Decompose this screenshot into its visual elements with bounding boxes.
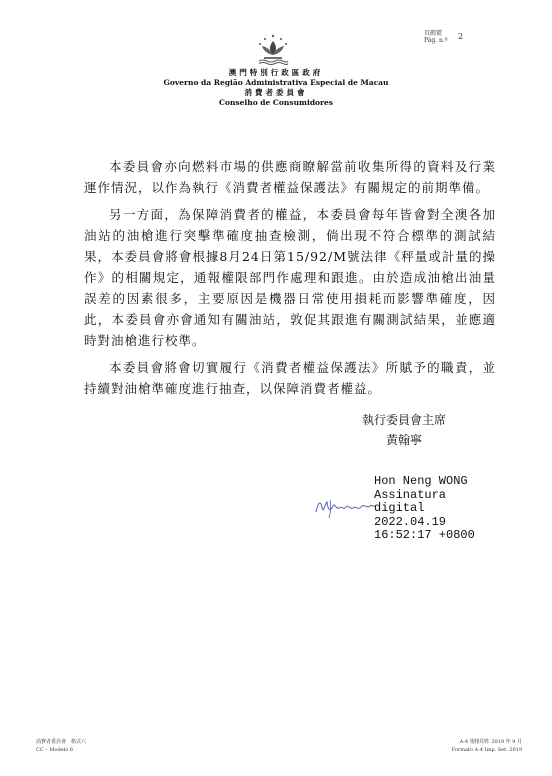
page-number-label-pt: Pág. n.º: [424, 37, 448, 44]
digital-signature-time: 16:52:17 +0800: [374, 528, 475, 542]
handwritten-signature: [312, 492, 378, 522]
government-name-pt: Governo da Região Administrativa Especial de Macau: [163, 78, 389, 87]
print-format-cn: A-4 規格印件 2019 年 9 月: [459, 739, 522, 745]
form-code-pt: CC – Modelo 6: [36, 747, 73, 753]
digital-signature-label: Assinatura: [374, 487, 447, 502]
signatory-name: 黃翰寧: [386, 433, 423, 447]
organization-name-cn: 消費者委員會: [244, 88, 308, 97]
digital-signature-label: digital: [374, 501, 425, 515]
footer-left: [36, 738, 86, 754]
page-number-label-cn: 頁碼號: [424, 30, 443, 37]
paragraph: 本委員會將會切實履行《消費者權益保護法》所賦予的職責，並持續對油槍準確度進行抽查，以保障消費者權益。: [84, 360, 496, 396]
footer-right: [446, 738, 522, 754]
print-format-pt: Formato A-4 Imp. Set. 2019: [451, 747, 522, 753]
signatory-title: 執行委員會主席: [362, 413, 447, 427]
letterhead: [0, 68, 552, 108]
letter-body: [84, 156, 496, 405]
organization-name-pt: Conselho de Consumidores: [218, 98, 334, 107]
digital-signature-date: 2022.04.19: [374, 514, 447, 529]
signatory: [362, 410, 446, 450]
paragraph: 本委員會亦向燃料市場的供應商瞭解當前收集所得的資料及行業運作情況，以作為執行《消費者權益保護法》有關規定的前期準備。: [84, 159, 496, 195]
page-number: [424, 30, 464, 44]
government-name-cn: 澳門特別行政區政府: [228, 68, 324, 77]
macau-emblem-icon: [250, 32, 296, 66]
digital-signature-signer: Hon Neng WONG: [374, 474, 468, 488]
digital-signature: [374, 475, 475, 543]
page-number-value: 2: [458, 32, 464, 41]
form-code-cn: 消費者委員會 格式六: [36, 739, 87, 745]
paragraph: 另一方面，為保障消費者的權益，本委員會每年皆會對全澳各加油站的油槍進行突擊準確度抽查檢測，倘出現不符合標準的測試結果，本委員會將會根據8月24日第15/92/M號法律《秤量或計量的操作》的相關規定，通報權限部門作處理和跟進。由於造成油槍出油量誤差的因素很多，主要原因是機器日常使用損耗而影響準確度，因此，本委員會亦會通知有關油站，敦促其跟進有關測試結果，並應適時對油槍進行校準。: [84, 207, 496, 348]
